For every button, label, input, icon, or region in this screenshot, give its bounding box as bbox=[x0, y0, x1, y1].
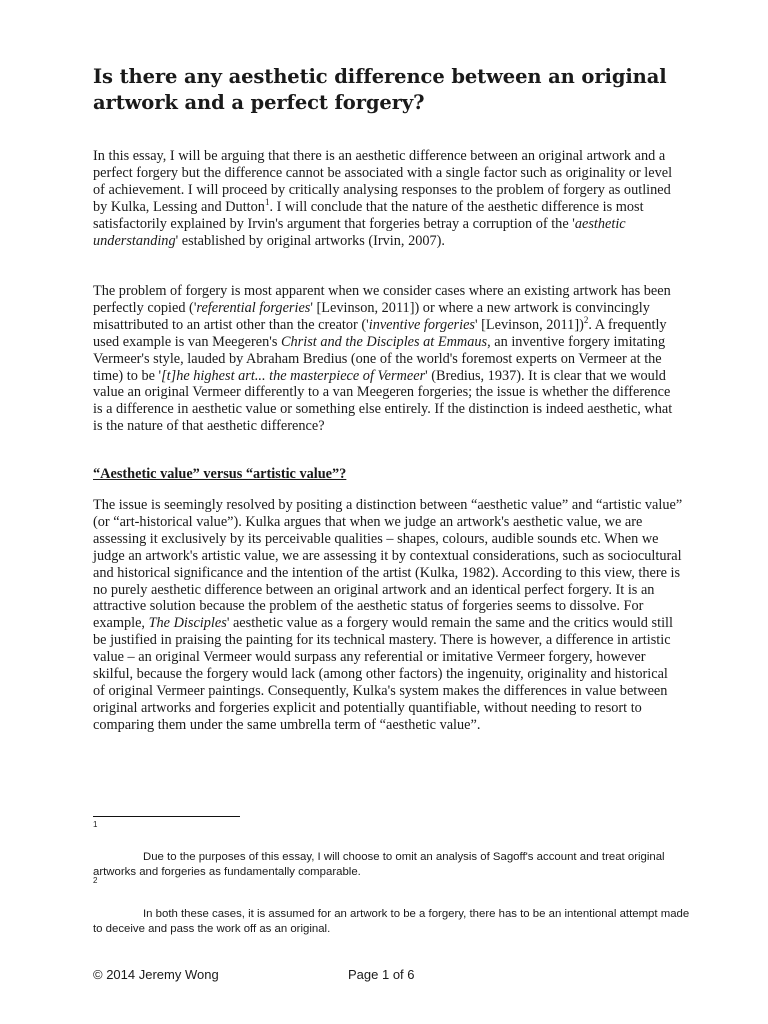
paragraph-text: ' (Bredius, 1937). It is clear that we would value an original Vermeer differently to a van Meegeren forgeries; the issue is whether the difference is a difference in aesthetic value or something else entirely. If the distinction is indeed aesthetic, what is the nature of that aesthetic difference? bbox=[93, 367, 673, 435]
footer-copyright: © 2014 Jeremy Wong bbox=[93, 967, 219, 982]
section-heading: “Aesthetic value” versus “artistic value”? bbox=[93, 466, 347, 482]
paragraph-text: . I will conclude that the nature of the aesthetic difference is most satisfactorily explained by Irvin's argument that forgeries betray a corruption of the ' bbox=[93, 198, 644, 232]
paragraph-text: ' [Levinson, 2011]) or where a new artwork is convincingly misattributed to an artist other than the creator (' bbox=[93, 299, 650, 333]
footnote-number: 1 bbox=[93, 820, 98, 829]
paragraph-text: ' established by original artworks (Irvin, 2007). bbox=[175, 232, 446, 249]
italic-phrase: [t]he highest art... the masterpiece of Vermeer bbox=[161, 367, 426, 384]
italic-phrase: Christ and the Disciples at Emmaus bbox=[280, 333, 488, 350]
paragraph-text: The problem of forgery is most apparent when we consider cases where an existing artwork has been perfectly copied (' bbox=[93, 283, 671, 316]
italic-phrase: The Disciples bbox=[148, 615, 227, 632]
paragraph-text: The issue is seemingly resolved by positing a distinction between “aesthetic value” and “artistic value” (or “art-historical value”). Kulka argues that when we judge an artwork's aesthetic value, we are assessing it exclusively by its perceivable qualities – shapes, colours, audible sounds etc. When we judge an artwork's artistic value, we are assessing it by contextual considerations, such as sociocultural and historical significance and the intention of the artist (Kulka, 1982). According to this view, there is no purely aesthetic difference between an original artwork and an identical perfect forgery. It is an attractive solution because the problem of the aesthetic status of forgeries seems to dissolve. For example, bbox=[93, 497, 683, 632]
footnote-text: In both these cases, it is assumed for an artwork to be a forgery, there has to be an intentional attempt made to deceive and pass the work off as an original. bbox=[93, 908, 690, 935]
italic-phrase: referential forgeries bbox=[196, 299, 311, 316]
footnote-separator bbox=[93, 816, 240, 817]
footnote-text: Due to the purposes of this essay, I will choose to omit an analysis of Sagoff's account and treat original artworks and forgeries as fundamentally comparable. bbox=[93, 851, 665, 878]
document-title: Is there any aesthetic difference between an original artwork and a perfect forgery? bbox=[93, 65, 667, 114]
footer-page-number: Page 1 of 6 bbox=[348, 967, 415, 982]
italic-phrase: aesthetic understanding bbox=[93, 215, 626, 249]
footnote-ref-2[interactable]: 2 bbox=[583, 315, 589, 326]
paragraph-text: In this essay, I will be arguing that there is an aesthetic difference between an original artwork and a perfect forgery but the difference cannot be associated with a single factor such as originality or level of achievement. I will proceed by critically analysing responses to the problem of forgery as outlined by Kulka, Lessing and Dutton bbox=[93, 148, 673, 215]
paragraph-intro bbox=[93, 148, 683, 249]
footnote-ref-1[interactable]: 1 bbox=[264, 196, 270, 207]
paragraph-kulka bbox=[93, 497, 683, 734]
paragraph-text: . A frequently used example is van Meegeren's bbox=[93, 316, 667, 350]
paragraph-text: , an inventive forgery imitating Vermeer's style, lauded by Abraham Bredius (one of the world's foremost experts on Vermeer at the time) to be ' bbox=[93, 333, 666, 384]
italic-phrase: inventive forgeries bbox=[368, 316, 475, 333]
footnote-number: 2 bbox=[93, 876, 98, 885]
paragraph-problem bbox=[93, 283, 683, 435]
paragraph-text: ' aesthetic value as a forgery would remain the same and the critics would still be justified in praising the painting for its technical mastery. There is however, a difference in artistic value – an original Vermeer would surpass any referential or imitative Vermeer forgery, however skilful, because the forgery would lack (among other factors) the ingenuity, originality and historical of original Vermeer paintings. Consequently, Kulka's system makes the differences in value between original artworks and forgeries explicit and potentially quantifiable, without needing to resort to comparing them under the same umbrella term of “aesthetic value”. bbox=[93, 615, 673, 733]
paragraph-text: ' [Levinson, 2011]) bbox=[474, 316, 584, 333]
